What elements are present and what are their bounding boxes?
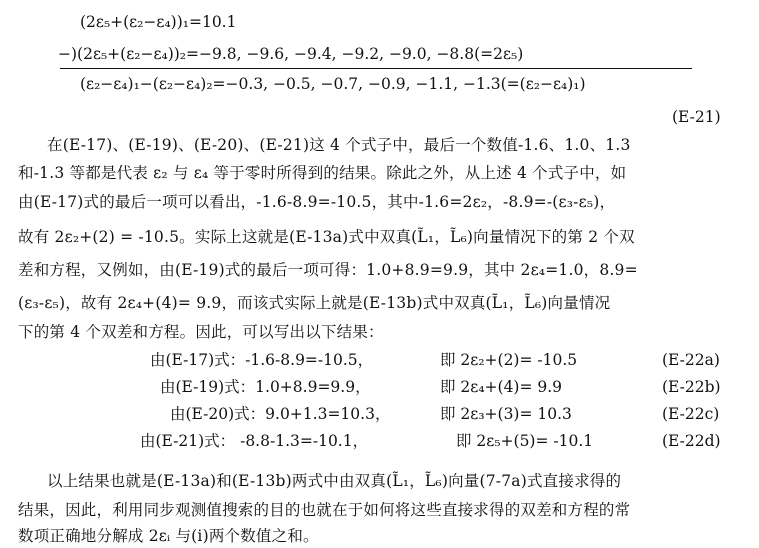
paragraph-1-line-4: 故有 2ε₂+(2) = -10.5。实际上这就是(E-13a)式中双真(L̃₁，L̃₆)向量情况下的第 2 个双	[18, 228, 635, 246]
result-source-e22a: 由(E-17)式：-1.6-8.9=-10.5，	[150, 351, 374, 369]
result-tag-e22c: (E-22c)	[662, 405, 720, 423]
result-source-e22d: 由(E-21)式： -8.8-1.3=-10.1，	[140, 432, 369, 450]
result-tag-e22d: (E-22d)	[662, 432, 721, 450]
equation-line-1: (2ε₅+(ε₂−ε₄))₁=10.1	[80, 13, 237, 31]
result-equation-e22a: 即 2ε₂+(2)= -10.5	[440, 351, 578, 369]
paragraph-1-line-3: 由(E-17)式的最后一项可以看出，-1.6-8.9=-10.5，其中-1.6=2ε₂，-8.9=-(ε₃-ε₅)，	[18, 193, 616, 211]
equation-tag-e21: (E-21)	[672, 108, 721, 126]
subtraction-rule	[60, 68, 692, 69]
paragraph-2-line-3: 数项正确地分解成 2εᵢ 与(i)两个数值之和。	[18, 527, 319, 545]
paragraph-1-line-7: 下的第 4 个双差和方程。因此，可以写出以下结果：	[18, 323, 384, 341]
result-equation-e22d: 即 2ε₅+(5)= -10.1	[456, 432, 594, 450]
paragraph-1-line-1: 在(E-17)、(E-19)、(E-20)、(E-21)这 4 个式子中，最后一个数值-1.6、1.0、1.3	[47, 136, 631, 154]
equation-line-3: (ε₂−ε₄)₁−(ε₂−ε₄)₂=−0.3, −0.5, −0.7, −0.9, −1.1, −1.3(=(ε₂−ε₄)₁)	[80, 75, 586, 93]
paragraph-2-line-1: 以上结果也就是(E-13a)和(E-13b)两式中由双真(L̃₁，L̃₆)向量(7-7a)式直接求得的	[47, 472, 622, 490]
result-tag-e22a: (E-22a)	[662, 351, 720, 369]
result-source-e22b: 由(E-19)式：1.0+8.9=9.9，	[160, 378, 371, 396]
result-source-e22c: 由(E-20)式：9.0+1.3=10.3，	[170, 405, 391, 423]
paragraph-1-line-5: 差和方程，又例如，由(E-19)式的最后一项可得：1.0+8.9=9.9，其中 2ε₄=1.0，8.9=	[18, 261, 638, 279]
result-equation-e22b: 即 2ε₄+(4)= 9.9	[440, 378, 563, 396]
paragraph-1-line-6: (ε₃-ε₅)，故有 2ε₄+(4)= 9.9，而该式实际上就是(E-13b)式中双真(L̃₁，L̃₆)向量情况	[18, 294, 611, 312]
paragraph-1-line-2: 和-1.3 等都是代表 ε₂ 与 ε₄ 等于零时所得到的结果。除此之外，从上述 4 个式子中，如	[18, 164, 627, 182]
paragraph-2-line-2: 结果，因此，利用同步观测值搜索的目的也就在于如何将这些直接求得的双差和方程的常	[18, 501, 631, 519]
result-tag-e22b: (E-22b)	[662, 378, 721, 396]
equation-line-2: −)(2ε₅+(ε₂−ε₄))₂=−9.8, −9.6, −9.4, −9.2, −9.0, −8.8(=2ε₅)	[58, 45, 524, 63]
result-equation-e22c: 即 2ε₃+(3)= 10.3	[440, 405, 572, 423]
